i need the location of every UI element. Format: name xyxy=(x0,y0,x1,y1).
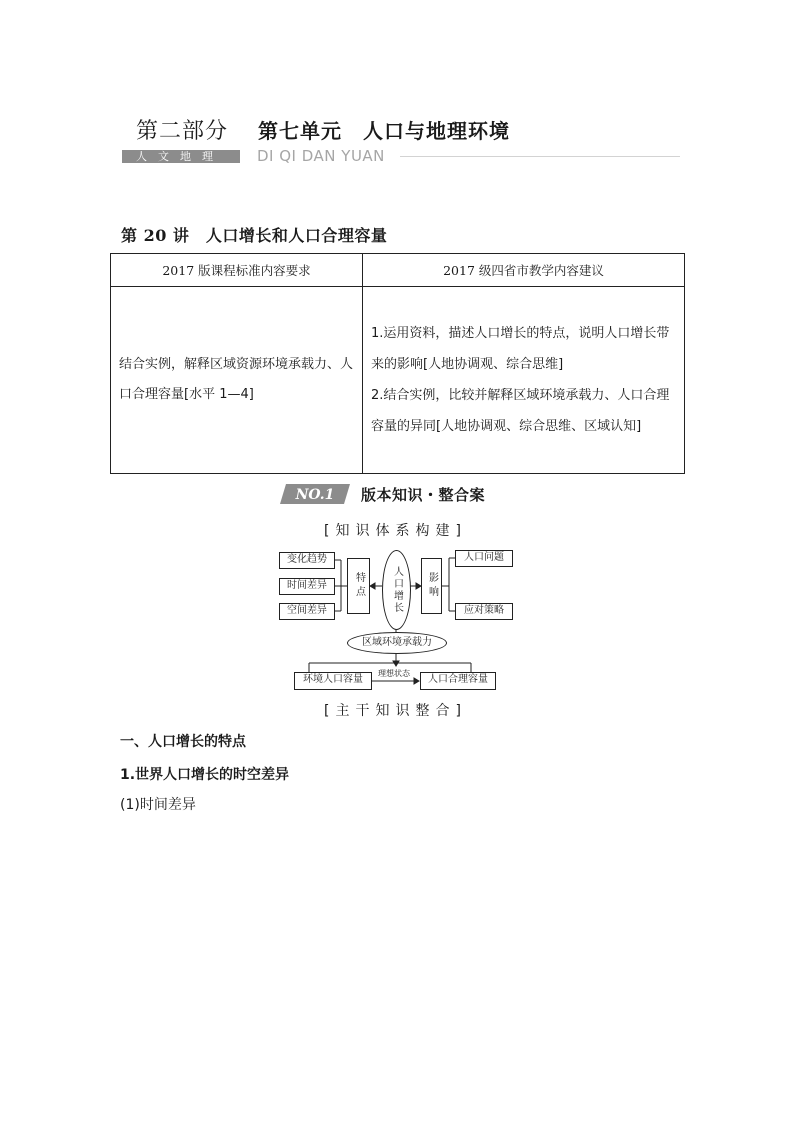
table-header-suggestion: 2017 级四省市教学内容建议 xyxy=(363,254,685,287)
table-cell-suggestion xyxy=(363,287,685,474)
header-divider xyxy=(400,156,680,157)
box-trend: 变化趋势 xyxy=(279,552,335,569)
section-title: 版本知识・整合案 xyxy=(361,486,486,504)
badge-shape-icon xyxy=(280,484,350,504)
heading-population-growth-features: 一、人口增长的特点 xyxy=(120,734,246,750)
knowledge-framework-diagram xyxy=(279,544,515,694)
requirements-table xyxy=(110,253,685,474)
framework-title: [知识体系构建] xyxy=(324,523,467,539)
badge-number: NO.1 xyxy=(295,487,335,503)
heading-time-difference: (1)时间差异 xyxy=(120,797,196,813)
box-impact: 影响 xyxy=(421,558,442,614)
box-space-difference: 空间差异 xyxy=(279,603,335,620)
ellipse-regional-capacity: 区域环境承载力 xyxy=(347,632,447,654)
suggestion-item-2: 2.结合实例，比较并解释区域环境承载力、人口合理容量的异同[人地协调观、综合思维、区域认知] xyxy=(371,388,670,434)
unit-pinyin: DI QI DAN YUAN xyxy=(257,147,385,165)
lesson-title: 第 20 讲 人口增长和人口合理容量 xyxy=(121,226,388,245)
part-title: 第二部分 xyxy=(136,119,229,144)
box-countermeasures: 应对策略 xyxy=(455,603,513,620)
suggestion-item-1: 1.运用资料，描述人口增长的特点，说明人口增长带来的影响[人地协调观、综合思维] xyxy=(371,326,670,372)
summary-title: [主干知识整合] xyxy=(324,703,467,719)
table-cell-standard: 结合实例，解释区域资源环境承载力、人口合理容量[水平 1—4] xyxy=(111,287,363,474)
box-feature: 特点 xyxy=(347,558,370,614)
section-badge xyxy=(280,484,350,504)
center-population-growth: 人口增长 xyxy=(382,550,411,630)
table-header-standard: 2017 版课程标准内容要求 xyxy=(111,254,363,287)
label-ideal-state: 理想状态 xyxy=(378,669,410,678)
box-population-problem: 人口问题 xyxy=(455,550,513,567)
part-band-label: 人文地理 xyxy=(122,150,240,163)
unit-title: 第七单元 人口与地理环境 xyxy=(258,119,510,143)
box-env-capacity: 环境人口容量 xyxy=(294,672,372,690)
box-reasonable-capacity: 人口合理容量 xyxy=(420,672,496,690)
box-time-difference: 时间差异 xyxy=(279,578,335,595)
heading-world-growth-differences: 1.世界人口增长的时空差异 xyxy=(120,767,290,783)
